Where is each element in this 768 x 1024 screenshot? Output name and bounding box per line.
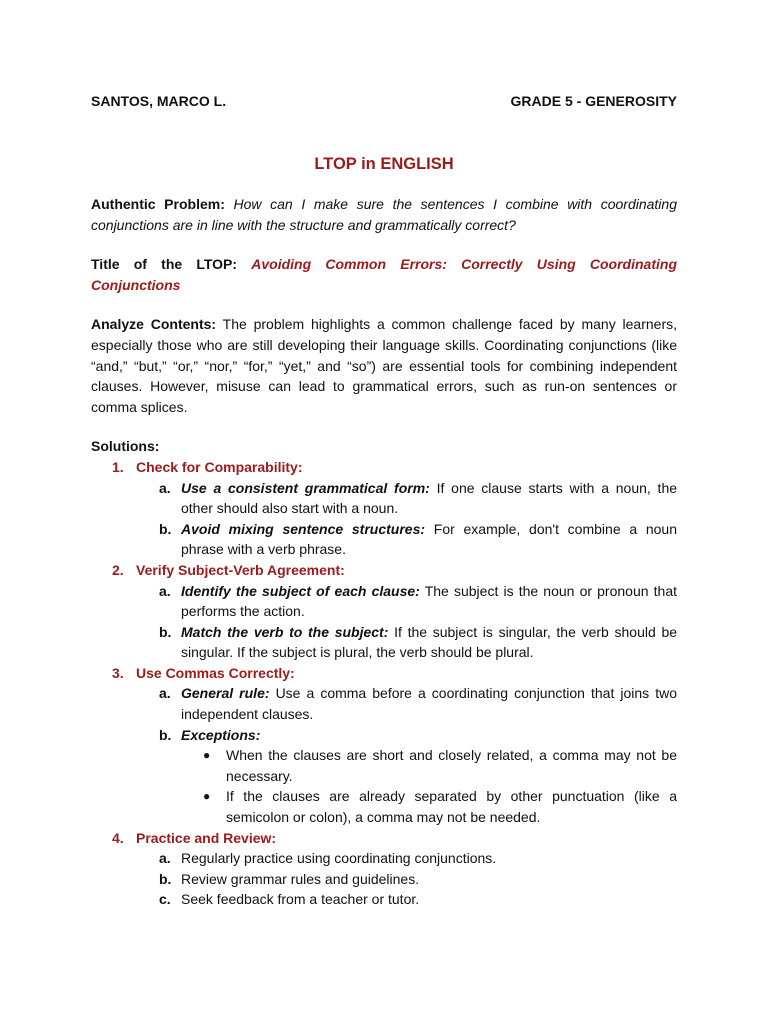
sub-item [136, 683, 677, 724]
authentic-problem [91, 194, 677, 235]
document-header [91, 91, 677, 111]
solution-number: 1. [112, 458, 124, 475]
solution-title: Check for Comparability: [136, 458, 303, 475]
sub-lead: Exceptions: [181, 726, 261, 743]
solution-item [91, 828, 677, 910]
solutions-label: Solutions: [91, 438, 160, 455]
sub-item [136, 581, 677, 622]
sub-item [136, 622, 677, 663]
sub-text: Regularly practice using coordinating conjunctions. [181, 850, 497, 867]
solution-item [91, 560, 677, 663]
sub-item [136, 889, 677, 910]
sub-item [136, 848, 677, 869]
exception-text: If the clauses are already separated by other punctuation (like a semicolon or colon), a comma may not be needed. [226, 788, 677, 826]
sub-letter: b. [159, 623, 172, 640]
sub-text: Seek feedback from a teacher or tutor. [181, 891, 420, 908]
document-title: LTOP in ENGLISH [314, 155, 454, 173]
sub-letter: a. [159, 685, 171, 702]
sub-lead: General rule: [181, 685, 270, 702]
sub-text: Use a comma before a coordinating conjunction that joins two independent clauses. [181, 685, 677, 723]
solution-title: Use Commas Correctly: [136, 664, 295, 681]
authentic-problem-text: How can I make sure the sentences I combine with coordinating conjunctions are in line with the structure and grammatically correct? [91, 196, 677, 233]
solution-sublist [136, 478, 677, 560]
sub-letter: a. [159, 850, 171, 867]
ltop-title-label: Title of the LTOP: [91, 256, 238, 273]
sub-letter: b. [159, 726, 172, 743]
sub-text: If one clause starts with a noun, the other should also start with a noun. [181, 479, 678, 517]
sub-lead: Use a consistent grammatical form: [181, 479, 430, 496]
analyze-contents [91, 314, 677, 417]
analyze-contents-text: The problem highlights a common challenge faced by many learners, especially those who are still developing their language skills. Coordinating conjunctions (like “and,” “but,” “or,” “nor,” “for,” “yet,” and “so”) are essential tools for combining independent clauses. However, misuse can lead to grammatical errors, such as run-on sentences or comma splices. [91, 316, 678, 415]
solution-item [91, 457, 677, 560]
sub-text: Review grammar rules and guidelines. [181, 870, 420, 887]
solution-number: 2. [112, 561, 124, 578]
sub-text: If the subject is singular, the verb should be singular. If the subject is plural, the verb should be plural. [181, 623, 678, 661]
sub-text: The subject is the noun or pronoun that performs the action. [181, 582, 678, 620]
sub-text: For example, don't combine a noun phrase with a verb phrase. [181, 520, 677, 558]
sub-item [136, 725, 677, 828]
solution-sublist [136, 581, 677, 663]
grade-section: GRADE 5 - GENEROSITY [510, 93, 677, 109]
sub-letter: b. [159, 520, 172, 537]
exceptions-list [181, 745, 677, 827]
solution-sublist [136, 848, 677, 910]
solution-title: Practice and Review: [136, 829, 277, 846]
solution-sublist [136, 683, 677, 827]
sub-letter: a. [159, 479, 171, 496]
sub-lead: Identify the subject of each clause: [181, 582, 420, 599]
exception-item [181, 786, 677, 827]
bullet-dot-icon: ● [203, 748, 211, 763]
solution-item [91, 663, 677, 828]
sub-item [136, 478, 677, 519]
document-page [91, 91, 677, 910]
exception-item [181, 745, 677, 786]
sub-item [136, 519, 677, 560]
solution-number: 4. [112, 829, 124, 846]
bullet-dot-icon: ● [203, 789, 211, 804]
student-name: SANTOS, MARCO L. [91, 93, 227, 109]
solutions-list [91, 457, 677, 910]
sub-item [136, 869, 677, 890]
solution-number: 3. [112, 664, 124, 681]
solution-title: Verify Subject-Verb Agreement: [136, 561, 345, 578]
sub-letter: c. [159, 891, 171, 908]
sub-letter: b. [159, 870, 172, 887]
sub-letter: a. [159, 582, 171, 599]
sub-lead: Avoid mixing sentence structures: [181, 520, 426, 537]
sub-lead: Match the verb to the subject: [181, 623, 389, 640]
ltop-title-text: Avoiding Common Errors: Correctly Using Coordinating Conjunctions [91, 256, 677, 293]
exception-text: When the clauses are short and closely related, a comma may not be necessary. [226, 747, 677, 784]
analyze-contents-label: Analyze Contents: [91, 316, 217, 333]
authentic-problem-label: Authentic Problem: [91, 196, 225, 212]
ltop-title [91, 254, 677, 295]
